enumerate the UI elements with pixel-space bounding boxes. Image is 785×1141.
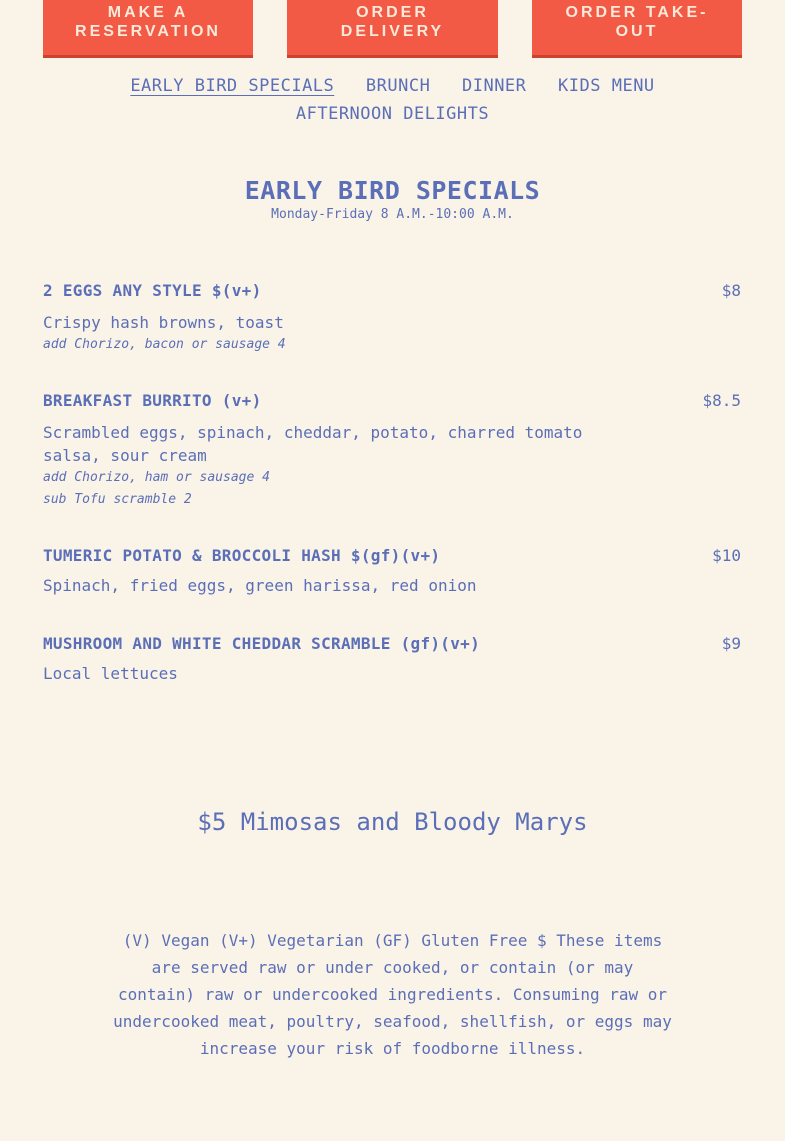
- make-reservation-button[interactable]: [43, 0, 253, 58]
- button-label-line: MAKE A: [107, 4, 189, 21]
- button-label-line: DELIVERY: [340, 23, 445, 40]
- item-price: $8: [721, 281, 741, 300]
- item-price: $9: [721, 634, 741, 653]
- tab-kids-menu[interactable]: KIDS MENU: [558, 76, 655, 96]
- button-label-line: RESERVATION: [75, 23, 221, 40]
- item-description: Crispy hash browns, toast: [43, 313, 284, 332]
- item-description: Local lettuces: [43, 664, 178, 683]
- drink-promo: $5 Mimosas and Bloody Marys: [197, 808, 588, 836]
- tab-early-bird-specials[interactable]: EARLY BIRD SPECIALS: [130, 76, 335, 96]
- item-note: sub Tofu scramble 2: [43, 492, 192, 507]
- item-name: BREAKFAST BURRITO (v+): [43, 391, 262, 410]
- item-description: Spinach, fried eggs, green harissa, red onion: [43, 576, 477, 595]
- item-name: MUSHROOM AND WHITE CHEDDAR SCRAMBLE (gf)(v+): [43, 634, 481, 653]
- button-label-line: ORDER TAKE-: [565, 4, 709, 21]
- button-label-line: OUT: [615, 23, 659, 40]
- item-price: $10: [712, 546, 741, 565]
- menu-item: [43, 391, 741, 511]
- tab-dinner[interactable]: DINNER: [461, 76, 527, 96]
- menu-item: [43, 546, 741, 597]
- nav-row: [0, 72, 785, 100]
- menu-item: [43, 281, 741, 356]
- section-title: EARLY BIRD SPECIALS: [244, 176, 541, 205]
- nav-row: [0, 100, 785, 128]
- tab-brunch[interactable]: BRUNCH: [365, 76, 431, 96]
- item-name: 2 EGGS ANY STYLE $(v+): [43, 281, 262, 300]
- item-name: TUMERIC POTATO & BROCCOLI HASH $(gf)(v+): [43, 546, 441, 565]
- order-delivery-button[interactable]: [287, 0, 498, 58]
- button-label-line: ORDER: [356, 4, 429, 21]
- menu-category-nav: [0, 72, 785, 128]
- dietary-disclaimer: (V) Vegan (V+) Vegetarian (GF) Gluten Free $ These items are served raw or under cooked, or contain (or may contain) raw or undercooked ingredients. Consuming raw or undercooked meat, poultry, seafood, shellfish, or eggs may increase your risk of foodborne illness.: [113, 931, 672, 1058]
- section-hours: Monday-Friday 8 A.M.-10:00 A.M.: [271, 207, 514, 222]
- action-buttons: [43, 0, 742, 58]
- item-note: add Chorizo, ham or sausage 4: [43, 470, 270, 485]
- item-note: add Chorizo, bacon or sausage 4: [43, 337, 286, 352]
- order-takeout-button[interactable]: [532, 0, 742, 58]
- item-price: $8.5: [702, 391, 741, 410]
- tab-afternoon-delights[interactable]: AFTERNOON DELIGHTS: [295, 104, 490, 124]
- item-description: Scrambled eggs, spinach, cheddar, potato, charred tomato salsa, sour cream: [43, 423, 583, 465]
- menu-item: [43, 634, 741, 685]
